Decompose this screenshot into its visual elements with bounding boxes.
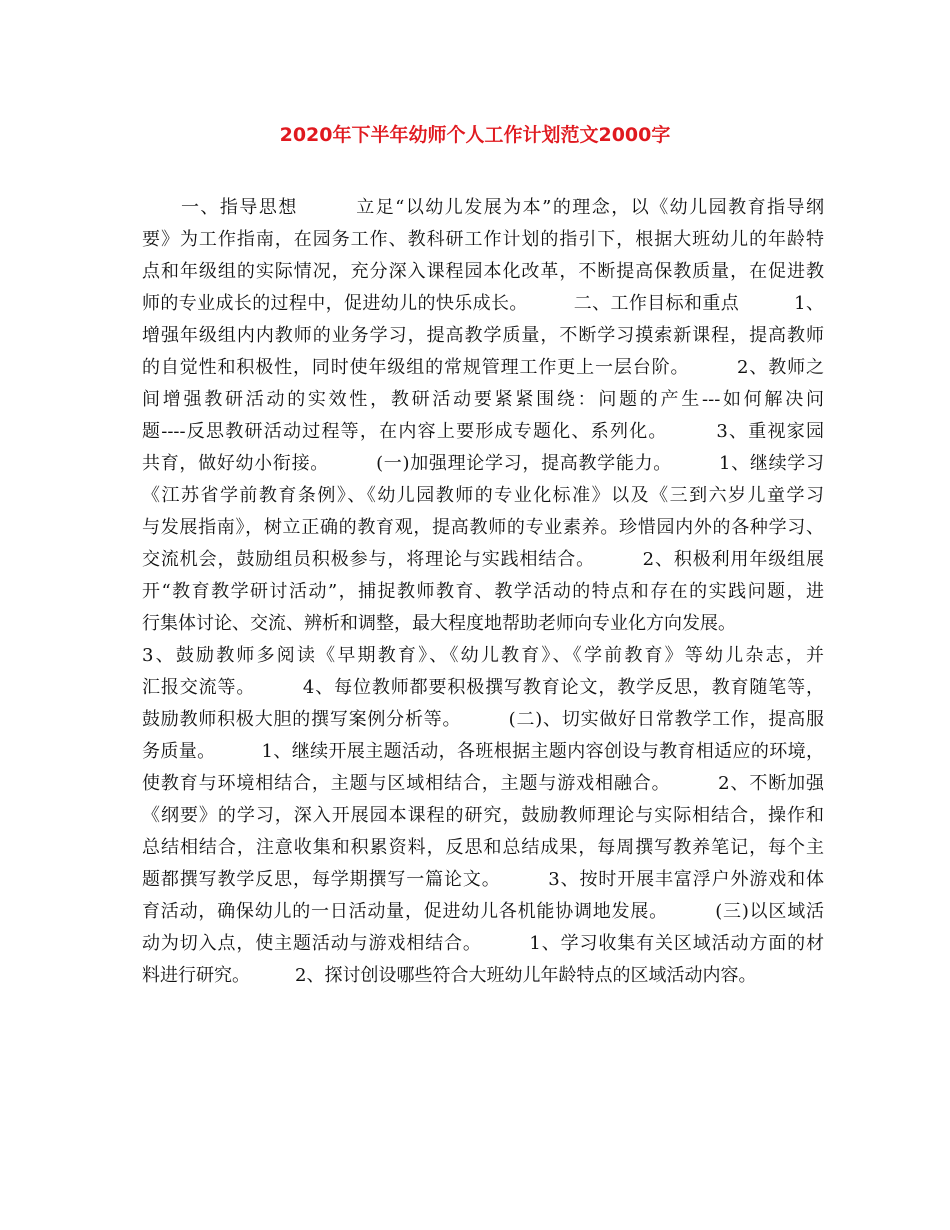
body-line: 《纲要》的学习，深入开展园本课程的研究，鼓励教师理论与实际相结合，操作和	[142, 805, 824, 826]
body-line: 与发展指南》，树立正确的教育观，提高教师的专业素养。珍惜园内外的各种学习、	[142, 517, 824, 538]
document-title: 2020年下半年幼师个人工作计划范文2000字	[279, 124, 671, 146]
body-line: 育活动，确保幼儿的一日活动量，促进幼儿各机能协调地发展。 (三)以区域活	[142, 901, 824, 922]
body-line: 汇报交流等。 4、每位教师都要积极撰写教育论文，教学反思，教育随笔等，	[142, 677, 824, 698]
body-line: 题都撰写教学反思，每学期撰写一篇论文。 3、按时开展丰富浮户外游戏和体	[142, 869, 824, 890]
document-body	[142, 192, 824, 992]
body-line: 行集体讨论、交流、辨析和调整，最大程度地帮助老师向专业化方向发展。	[142, 613, 736, 634]
body-line: 使教育与环境相结合，主题与区域相结合，主题与游戏相融合。 2、不断加强	[142, 773, 824, 794]
body-line: 一、指导思想 立足“以幼儿发展为本”的理念，以《幼儿园教育指导纲	[142, 197, 824, 218]
body-line: 《江苏省学前教育条例》、《幼儿园教师的专业化标准》以及《三到六岁儿童学习	[142, 485, 824, 506]
body-line: 的自觉性和积极性，同时使年级组的常规管理工作更上一层台阶。 2、教师之	[142, 357, 824, 378]
body-line: 动为切入点，使主题活动与游戏相结合。 1、学习收集有关区域活动方面的材	[142, 933, 824, 954]
body-line: 题----反思教研活动过程等，在内容上要形成专题化、系列化。 3、重视家园	[142, 421, 824, 442]
body-line: 总结相结合，注意收集和积累资料，反思和总结成果，每周撰写教养笔记，每个主	[142, 837, 824, 858]
body-line: 交流机会，鼓励组员积极参与，将理论与实践相结合。 2、积极利用年级组展	[142, 549, 824, 570]
body-line: 要》为工作指南，在园务工作、教科研工作计划的指引下，根据大班幼儿的年龄特	[142, 229, 824, 250]
body-line: 务质量。 1、继续开展主题活动，各班根据主题内容创设与教育相适应的环境，	[142, 741, 824, 762]
body-line: 点和年级组的实际情况，充分深入课程园本化改革，不断提高保教质量，在促进教	[142, 261, 824, 282]
body-line: 开“教育教学研讨活动”，捕捉教师教育、教学活动的特点和存在的实践问题，进	[142, 581, 824, 602]
body-line: 间增强教研活动的实效性，教研活动要紧紧围绕：问题的产生---如何解决问	[142, 389, 824, 410]
body-line: 3、鼓励教师多阅读《早期教育》、《幼儿教育》、《学前教育》等幼儿杂志，并	[142, 645, 824, 666]
body-line: 鼓励教师积极大胆的撰写案例分析等。 (二)、切实做好日常教学工作，提高服	[142, 709, 824, 730]
body-line: 增强年级组内内教师的业务学习，提高教学质量，不断学习摸索新课程，提高教师	[142, 325, 824, 346]
body-line: 师的专业成长的过程中，促进幼儿的快乐成长。 二、工作目标和重点 1、	[142, 293, 824, 314]
body-line: 料进行研究。 2、探讨创设哪些符合大班幼儿年龄特点的区域活动内容。	[142, 965, 757, 986]
body-line: 共育，做好幼小衔接。 (一)加强理论学习，提高教学能力。 1、继续学习	[142, 453, 824, 474]
